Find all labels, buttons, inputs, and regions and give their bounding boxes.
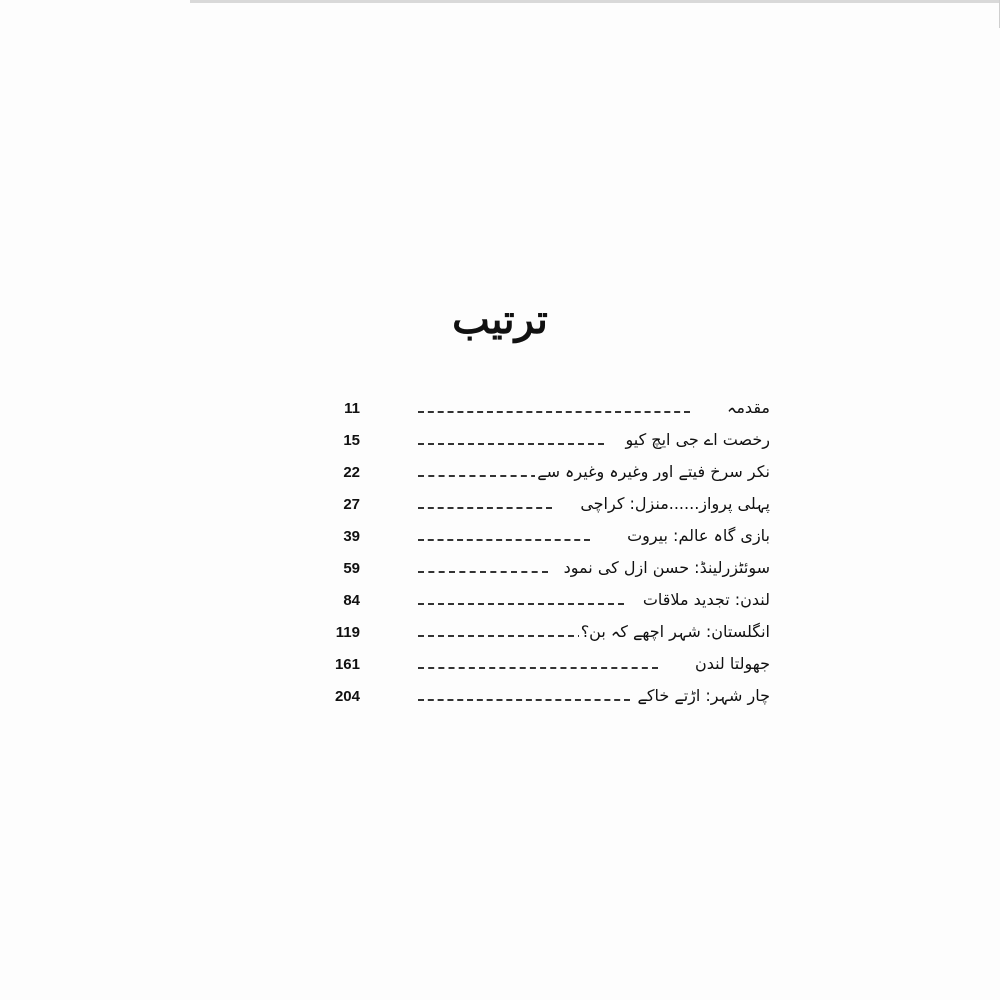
- toc-entry: [300, 554, 770, 586]
- toc-page-number: 27: [343, 496, 360, 513]
- toc-page-number: 39: [343, 528, 360, 545]
- toc-page-number: 15: [343, 432, 360, 449]
- toc-entry: [300, 458, 770, 490]
- toc-title: جھولتا لندن: [693, 652, 770, 676]
- toc-title: مقدمہ: [725, 396, 770, 420]
- toc-page-number: 161: [334, 656, 360, 673]
- toc-entry: [300, 426, 770, 458]
- toc-entry: [300, 650, 770, 682]
- toc-title: رخصت اے جی ایچ کیو: [623, 428, 770, 452]
- toc-page-number: 84: [343, 592, 360, 609]
- toc-title: نکر سرخ فیتے اور وغیرہ وغیرہ سے: [535, 460, 770, 484]
- table-of-contents: [300, 394, 770, 714]
- toc-entry: [300, 522, 770, 554]
- toc-page-number: 119: [335, 624, 360, 641]
- page-title: ترتیب: [452, 296, 548, 343]
- toc-leader: [418, 507, 552, 509]
- toc-leader: [418, 539, 590, 541]
- toc-entry: [300, 618, 770, 650]
- toc-page-number: 22: [343, 464, 360, 481]
- toc-title: بازی گاہ عالم: بیروت: [625, 524, 770, 548]
- toc-leader: [418, 603, 624, 605]
- toc-page-number: 11: [344, 400, 360, 417]
- toc-title: چار شہر: اڑتے خاکے: [635, 684, 770, 708]
- toc-title: انگلستان: شہر اچھے کہ بن؟: [579, 620, 770, 644]
- toc-leader: [418, 443, 604, 445]
- toc-leader: [418, 635, 594, 637]
- toc-entry: [300, 394, 770, 426]
- toc-entry: [300, 586, 770, 618]
- toc-leader: [418, 699, 630, 701]
- page-top-edge: [190, 0, 1000, 3]
- toc-leader: [418, 571, 548, 573]
- toc-title: پہلی پرواز......منزل: کراچی: [578, 492, 770, 516]
- toc-leader: [418, 667, 658, 669]
- toc-title: لندن: تجدید ملاقات: [641, 588, 770, 612]
- toc-title: سوئٹزرلینڈ: حسن ازل کی نمود: [562, 556, 770, 580]
- toc-leader: [418, 411, 690, 413]
- toc-entry: [300, 682, 770, 714]
- toc-entry: [300, 490, 770, 522]
- toc-page-number: 204: [334, 688, 360, 705]
- toc-page-number: 59: [343, 560, 360, 577]
